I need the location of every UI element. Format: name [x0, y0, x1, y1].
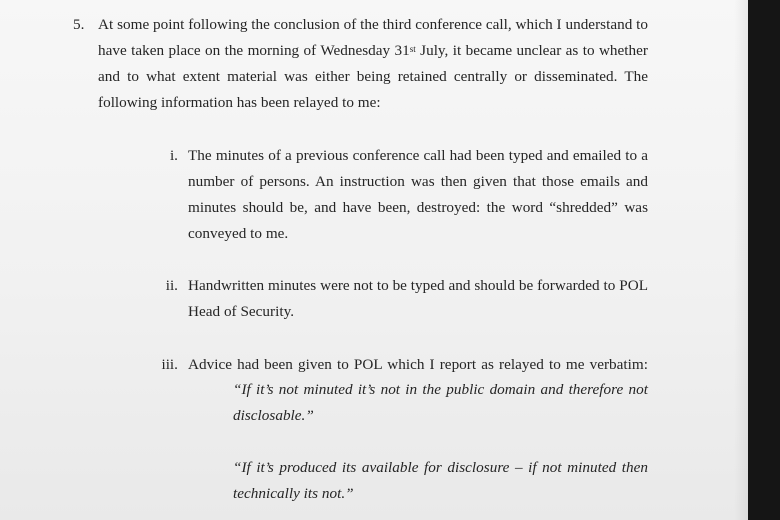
- quote-1-line-2: disclosable.”: [233, 407, 314, 424]
- sub-item-i-line-4: conveyed to me.: [188, 225, 289, 242]
- sub-item-i-line-3: minutes should be, and have been, destroyed: the word “shredded” was: [188, 199, 648, 216]
- quote-2-line-2: technically its not.”: [233, 485, 354, 502]
- sub-item-iii-line-1: Advice had been given to POL which I report as relayed to me verbatim:: [188, 356, 648, 373]
- sub-item-i-line-1: The minutes of a previous conference call had been typed and emailed to a: [188, 147, 648, 164]
- superscript-st: st: [409, 44, 416, 54]
- paragraph-5-line-3: and to what extent material was either being retained centrally or disseminated. The: [98, 68, 648, 85]
- paragraph-number: 5.: [73, 16, 85, 33]
- paragraph-5-line-1: At some point following the conclusion of the third conference call, which I understand to: [98, 16, 648, 33]
- sub-item-i-line-2: number of persons. An instruction was then given that those emails and: [188, 173, 648, 190]
- paragraph-5-line-2-after: July, it became unclear as to whether: [415, 42, 648, 59]
- quote-2-line-1: “If it’s produced its available for disclosure – if not minuted then: [233, 459, 648, 476]
- quote-1-line-1: “If it’s not minuted it’s not in the public domain and therefore not: [233, 381, 648, 398]
- sub-item-ii-numeral: ii.: [165, 277, 178, 294]
- paragraph-5-line-2-before: have taken place on the morning of Wednesday 31: [98, 42, 410, 59]
- sub-item-ii-line-1: Handwritten minutes were not to be typed and should be forwarded to POL: [188, 277, 648, 294]
- paragraph-5-line-2: [98, 42, 648, 60]
- sub-item-iii-numeral: iii.: [161, 356, 178, 373]
- sub-item-i-numeral: i.: [169, 147, 178, 164]
- paragraph-5-line-4: following information has been relayed to me:: [98, 94, 381, 111]
- sub-item-ii-line-2: Head of Security.: [188, 303, 295, 320]
